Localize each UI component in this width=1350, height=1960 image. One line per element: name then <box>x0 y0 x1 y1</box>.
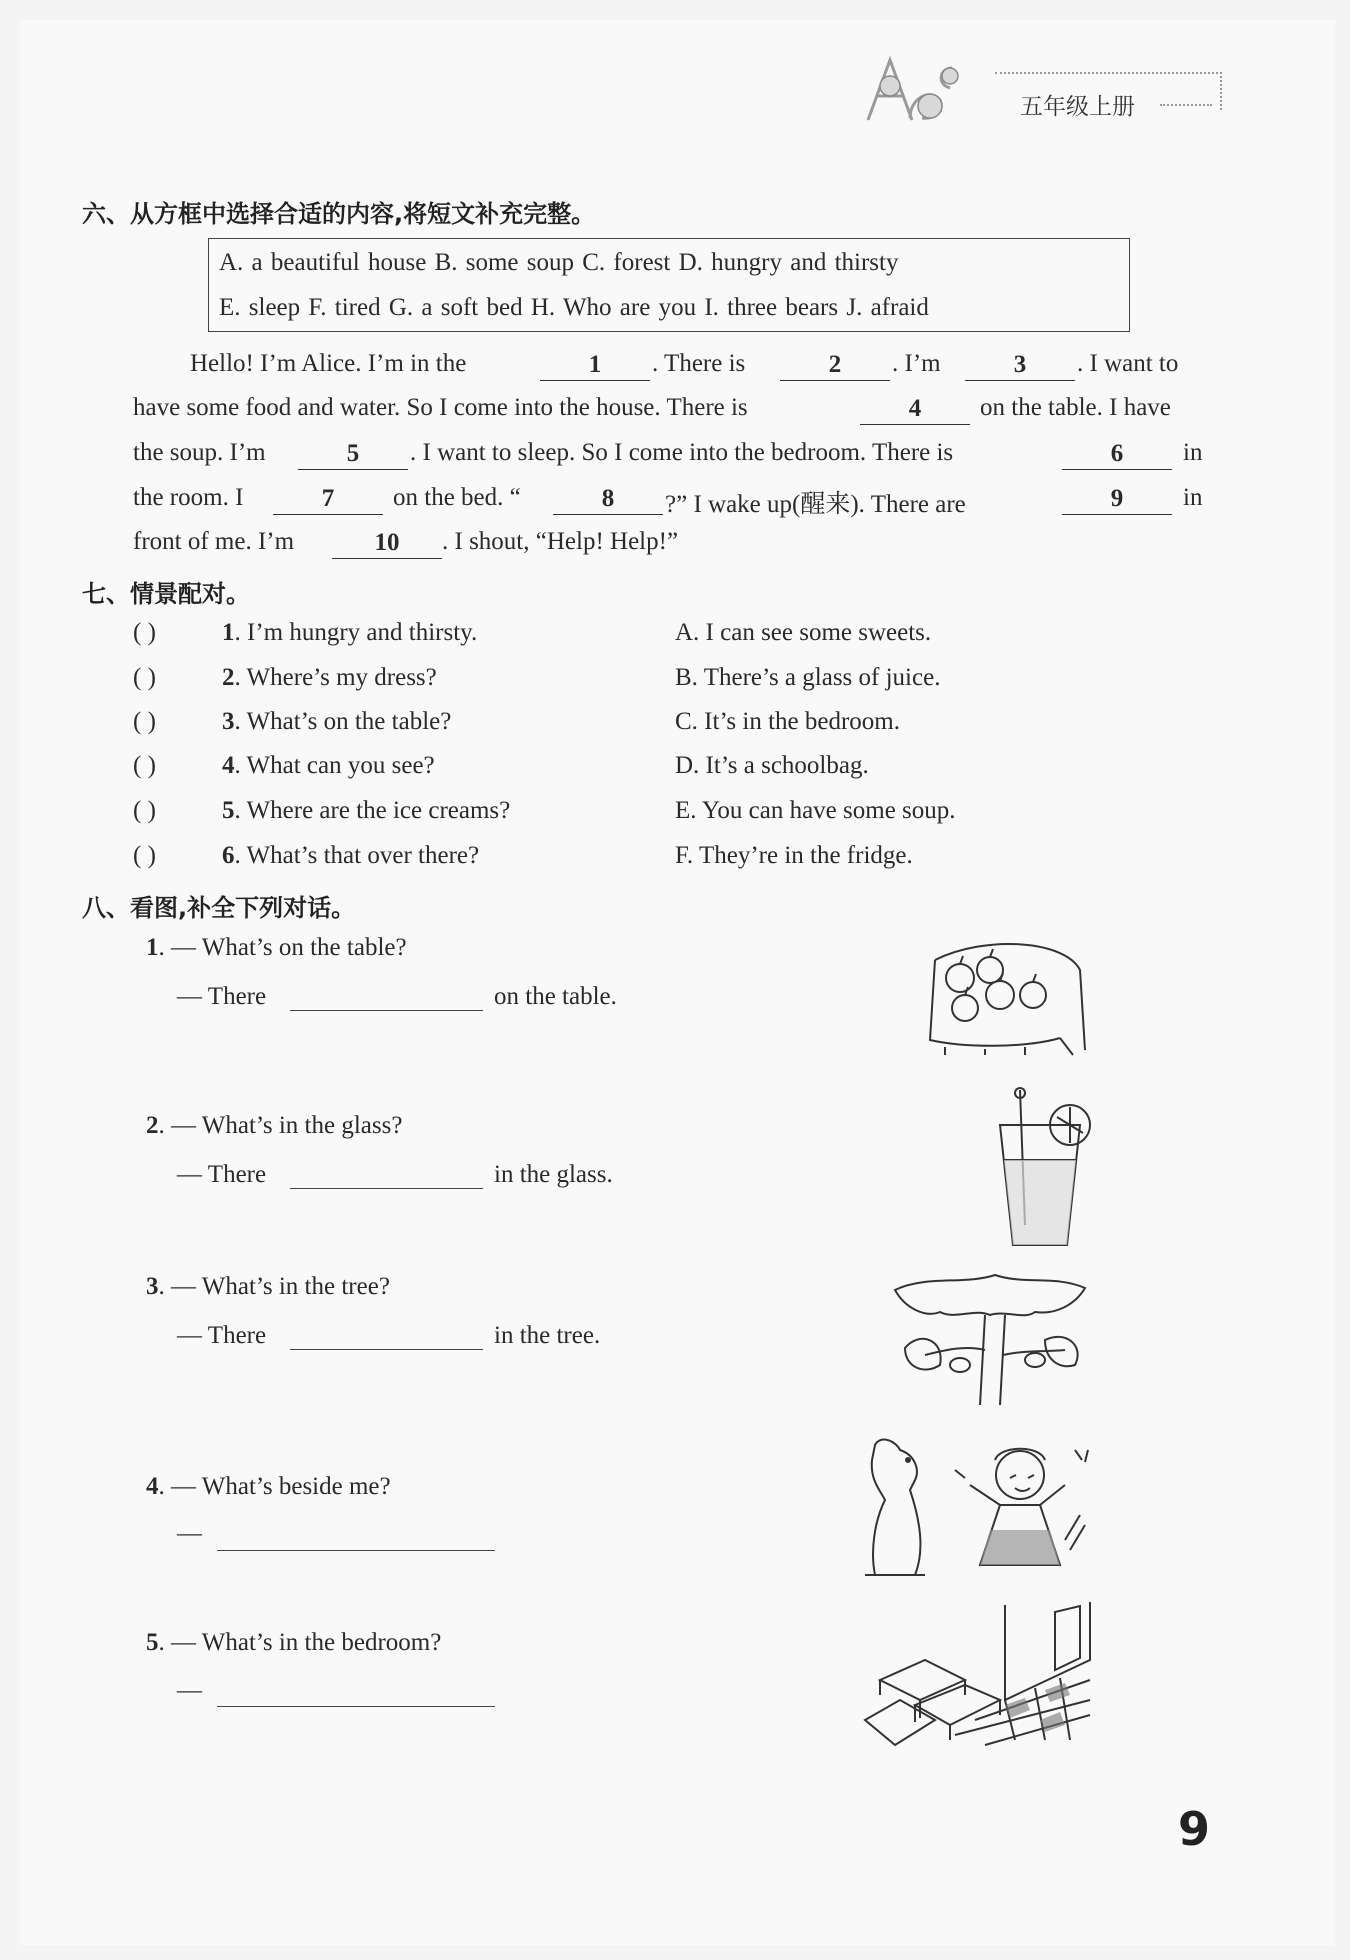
dialog-question-4: 4. — What’s beside me? <box>146 1473 391 1500</box>
section8-title: 八、看图,补全下列对话。 <box>82 894 356 922</box>
answer-b: B. There’s a glass of juice. <box>675 664 941 691</box>
blank-3[interactable]: 3 <box>965 350 1075 381</box>
answer-paren[interactable]: ( ) <box>133 619 156 646</box>
abc-logo <box>860 48 995 128</box>
para-text: the room. I <box>133 484 244 511</box>
apples-on-table-picture <box>925 930 1095 1060</box>
answer-f: F. They’re in the fridge. <box>675 842 913 869</box>
blank-1[interactable]: 1 <box>540 350 650 381</box>
options-row-1: A. a beautiful house B. some soup C. forest D. hungry and thirsty <box>219 249 899 276</box>
question-6: 6. What’s that over there? <box>222 842 480 869</box>
dialog-question-5: 5. — What’s in the bedroom? <box>146 1629 442 1656</box>
blank-2[interactable]: 2 <box>780 350 890 381</box>
question-3: 3. What’s on the table? <box>222 708 452 735</box>
para-text: . I want to sleep. So I come into the bedroom. There is <box>410 439 954 466</box>
dialog-tail-1: on the table. <box>494 983 617 1010</box>
dialog-tail-2: in the glass. <box>494 1161 613 1188</box>
para-text: the soup. I’m <box>133 439 266 466</box>
answer-d: D. It’s a schoolbag. <box>675 752 869 779</box>
para-text: front of me. I’m <box>133 528 295 555</box>
answer-c: C. It’s in the bedroom. <box>675 708 900 735</box>
blank-7[interactable]: 7 <box>273 484 383 515</box>
answer-line-5[interactable] <box>217 1706 495 1707</box>
grade-label: 五年级上册 <box>1020 94 1135 120</box>
para-text: . I’m <box>892 350 941 377</box>
options-row-2: E. sleep F. tired G. a soft bed H. Who are you I. three bears J. afraid <box>219 294 929 321</box>
para-text: in <box>1183 439 1203 466</box>
blank-6[interactable]: 6 <box>1062 439 1172 470</box>
answer-line-2[interactable] <box>290 1188 483 1189</box>
bear-and-girl-picture <box>860 1430 1100 1580</box>
para-text: in <box>1183 484 1203 511</box>
answer-e: E. You can have some soup. <box>675 797 956 824</box>
dialog-question-1: 1. — What’s on the table? <box>146 934 407 961</box>
beds-in-bedroom-picture <box>855 1600 1095 1750</box>
blank-4[interactable]: 4 <box>860 394 970 425</box>
dialog-tail-3: in the tree. <box>494 1322 601 1349</box>
dialog-there: — There <box>177 1322 267 1349</box>
dialog-dash: — <box>177 1677 202 1704</box>
dialog-there: — There <box>177 1161 267 1188</box>
para-text: have some food and water. So I come into the house. There is <box>133 394 748 421</box>
options-box <box>208 238 1130 332</box>
question-5: 5. Where are the ice creams? <box>222 797 511 824</box>
dialog-question-3: 3. — What’s in the tree? <box>146 1273 390 1300</box>
dialog-there: — There <box>177 983 267 1010</box>
dialog-question-2: 2. — What’s in the glass? <box>146 1112 403 1139</box>
blank-5[interactable]: 5 <box>298 439 408 470</box>
para-text: ?” I wake up(醒来). There are <box>665 491 966 518</box>
answer-paren[interactable]: ( ) <box>133 797 156 824</box>
answer-line-4[interactable] <box>217 1550 495 1551</box>
blank-9[interactable]: 9 <box>1062 484 1172 515</box>
para-text: on the bed. “ <box>393 484 521 511</box>
blank-8[interactable]: 8 <box>553 484 663 515</box>
question-2: 2. Where’s my dress? <box>222 664 437 691</box>
para-text: Hello! I’m Alice. I’m in the <box>190 350 467 377</box>
header-dots <box>1160 104 1212 106</box>
answer-paren[interactable]: ( ) <box>133 708 156 735</box>
answer-paren[interactable]: ( ) <box>133 752 156 779</box>
answer-line-3[interactable] <box>290 1349 483 1350</box>
answer-a: A. I can see some sweets. <box>675 619 932 646</box>
para-text: . There is <box>652 350 746 377</box>
section6-title: 六、从方框中选择合适的内容,将短文补充完整。 <box>82 200 596 228</box>
para-text: on the table. I have <box>980 394 1171 421</box>
para-text: . I want to <box>1077 350 1179 377</box>
para-text: . I shout, “Help! Help!” <box>442 528 679 555</box>
blank-10[interactable]: 10 <box>332 528 442 559</box>
question-4: 4. What can you see? <box>222 752 435 779</box>
question-1: 1. I’m hungry and thirsty. <box>222 619 478 646</box>
dialog-dash: — <box>177 1520 202 1547</box>
glass-of-juice-picture <box>985 1085 1095 1250</box>
birds-in-tree-picture <box>885 1270 1095 1405</box>
answer-paren[interactable]: ( ) <box>133 842 156 869</box>
page-number: 9 <box>1178 1802 1211 1856</box>
answer-paren[interactable]: ( ) <box>133 664 156 691</box>
answer-line-1[interactable] <box>290 1010 483 1011</box>
section7-title: 七、情景配对。 <box>82 580 250 608</box>
